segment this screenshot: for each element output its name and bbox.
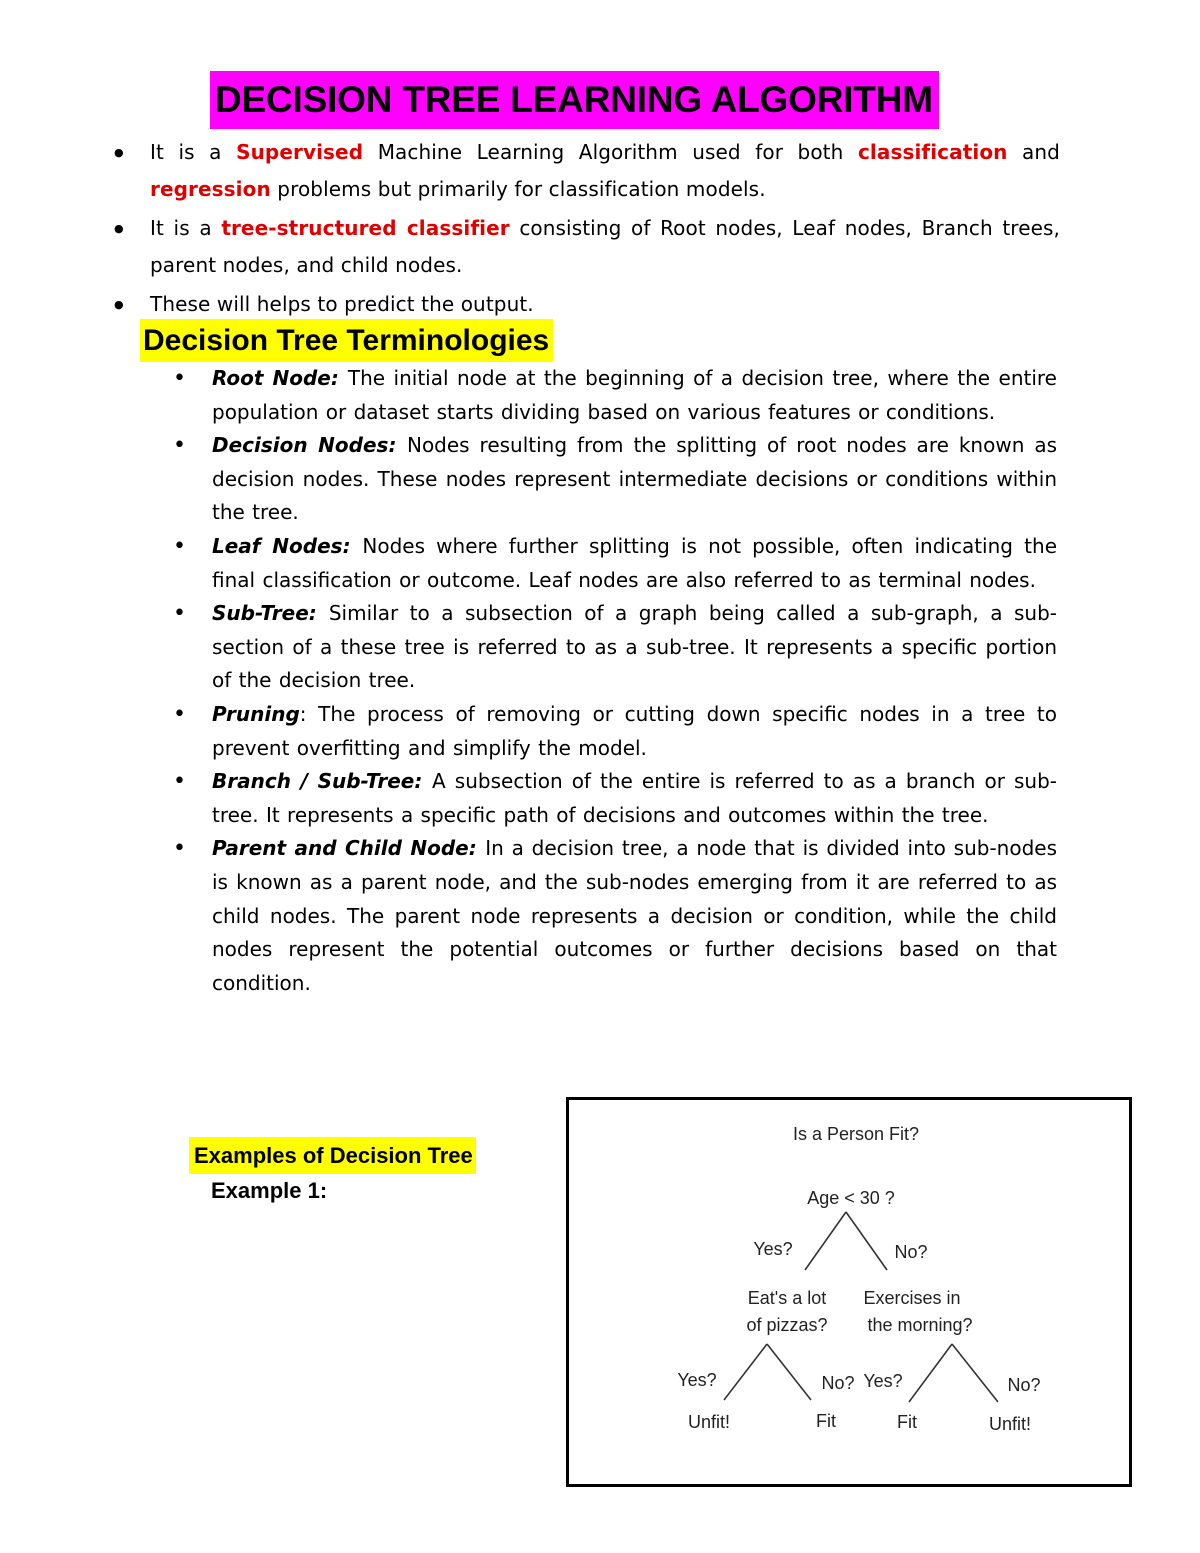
term-description: A subsection of the entire is referred to as a branch or sub-tree. It represents a specific path of decisions and outcomes within the tree. [212, 769, 1058, 827]
root-yes-label: Yes? [753, 1239, 793, 1259]
term-separator: : [299, 701, 319, 726]
edge-root-yes [805, 1212, 846, 1270]
term-separator: : [342, 533, 363, 558]
leaf-unfit-right: Unfit! [988, 1414, 1032, 1434]
decision-tree-figure [566, 1097, 1132, 1487]
title-block [210, 71, 939, 129]
term-name: Sub-Tree [212, 601, 309, 626]
term-separator: : [468, 836, 486, 861]
left-no-label: No? [821, 1373, 855, 1393]
term-item-sub-tree [173, 597, 1057, 698]
text-run: It is a [150, 216, 222, 240]
root-node: Age < 30 ? [807, 1188, 895, 1208]
term-description: The process of removing or cutting down specific nodes in a tree to prevent overfitting and simplify the model. [212, 701, 1057, 760]
term-description: Nodes resulting from the splitting of root nodes are known as decision nodes. These nodes represent intermediate decisions or conditions within the tree. [212, 433, 1057, 525]
term-name: Root Node [212, 366, 331, 390]
root-no-label: No? [894, 1242, 928, 1262]
diagram-title: Is a Person Fit? [792, 1124, 920, 1144]
term-separator: : [308, 601, 329, 626]
examples-heading: Examples of Decision Tree [189, 1137, 476, 1174]
right-no-label: No? [1007, 1375, 1041, 1395]
term-item-pruning [173, 698, 1057, 765]
term-name: Decision Nodes [212, 433, 389, 458]
edge-right-no [952, 1344, 998, 1402]
term-separator: : [388, 433, 407, 458]
term-separator: : [330, 366, 348, 390]
intro-bullet-list [112, 134, 1060, 323]
document-title: DECISION TREE LEARNING ALGORITHM [210, 71, 939, 129]
text-run: problems but primarily for classification models. [270, 177, 766, 201]
left-question-line1: Eat's a lot [747, 1288, 827, 1308]
term-separator: : [414, 769, 433, 794]
term-item-leaf-nodes [173, 530, 1057, 597]
term-item-branch [173, 765, 1057, 832]
text-run: and [1007, 140, 1060, 164]
term-name: Leaf Nodes [212, 533, 343, 558]
right-question-line1: Exercises in [863, 1288, 961, 1308]
left-yes-label: Yes? [677, 1370, 717, 1390]
right-question-line2: the morning? [867, 1315, 973, 1335]
right-yes-label: Yes? [863, 1371, 903, 1391]
term-description: Nodes where further splitting is not possible, often indicating the final classification or outcome. Leaf nodes are also referred to as terminal nodes. [212, 533, 1057, 592]
terminologies-heading: Decision Tree Terminologies [140, 319, 553, 362]
leaf-fit-right: Fit [897, 1412, 917, 1432]
highlight-tree-classifier: tree-structured classifier [221, 216, 510, 240]
leaf-fit-left: Fit [816, 1411, 836, 1431]
text-run: Machine Learning Algorithm used for both [363, 140, 858, 164]
edge-left-no [767, 1344, 811, 1400]
term-item-decision-nodes [173, 429, 1057, 530]
example-1-label: Example 1: [211, 1178, 328, 1203]
term-name: Branch / Sub-Tree [212, 769, 415, 794]
intro-bullet-3: ● These will helps to predict the output. [112, 286, 1060, 323]
term-name: Parent and Child Node [212, 836, 469, 861]
text-run: consisting of Root nodes, Leaf nodes, Branch trees, parent nodes, and child nodes. [150, 216, 1060, 277]
edge-right-yes [909, 1344, 952, 1402]
term-name: Pruning [212, 701, 300, 726]
decision-tree-diagram [569, 1100, 1129, 1484]
term-description: Similar to a subsection of a graph being called a sub-graph, a sub-section of a these tree is referred to as a sub-tree. It represents a specific portion of the decision tree. [212, 601, 1057, 693]
terminology-list [173, 362, 1057, 1000]
text-run: It is a [150, 140, 237, 164]
edge-left-yes [724, 1344, 767, 1400]
leaf-unfit-left: Unfit! [687, 1412, 731, 1432]
highlight-regression: regression [150, 177, 271, 201]
term-description: The initial node at the beginning of a decision tree, where the entire population or dataset starts dividing based on various features or conditions. [212, 366, 1057, 424]
term-description: In a decision tree, a node that is divided into sub-nodes is known as a parent node, and the sub-nodes emerging from it are referred to as child nodes. The parent node represents a decision or condition, while the child nodes represent the potential outcomes or further decisions based on that condition. [212, 836, 1058, 995]
intro-bullet-1 [112, 134, 1060, 208]
highlight-supervised: Supervised [236, 140, 364, 164]
term-item-root-node [173, 362, 1057, 429]
term-item-parent-child [173, 832, 1057, 1000]
intro-bullet-2 [112, 210, 1060, 284]
highlight-classification: classification [857, 140, 1008, 164]
left-question-line2: of pizzas? [746, 1315, 828, 1335]
edge-root-no [846, 1212, 887, 1270]
